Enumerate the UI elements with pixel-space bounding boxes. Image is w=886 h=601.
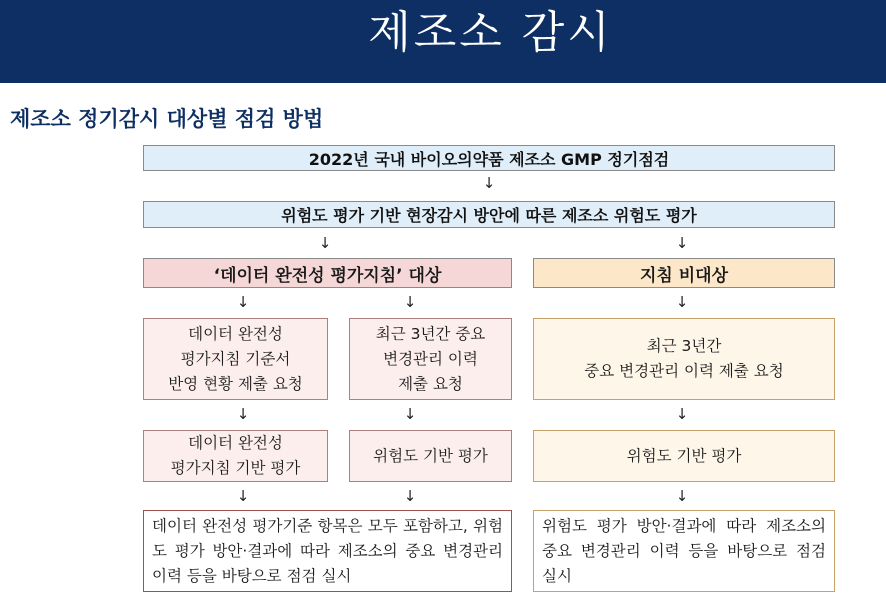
flow-arrow: ↓ — [236, 293, 250, 311]
flow-arrow: ↓ — [675, 405, 689, 423]
flow-box-gmp-inspection: 2022년 국내 바이오의약품 제조소 GMP 정기점검 — [143, 145, 835, 171]
flow-arrow: ↓ — [236, 487, 250, 505]
flow-head-data-integrity-target: ‘데이터 완전성 평가지침’ 대상 — [143, 258, 512, 288]
flow-arrow: ↓ — [403, 487, 417, 505]
flow-arrow: ↓ — [318, 234, 332, 252]
flow-box-change-history-submission: 최근 3년간 중요 변경관리 이력 제출 요청 — [349, 318, 512, 400]
flow-box-guideline-submission: 데이터 완전성 평가지침 기준서 반영 현황 제출 요청 — [143, 318, 328, 400]
flow-box-final-inspection-target: 데이터 완전성 평가기준 항목은 모두 포함하고, 위험도 평가 방안·결과에 따라 제조소의 중요 변경관리 이력 등을 바탕으로 점검 실시 — [143, 510, 512, 592]
flow-box-guideline-evaluation: 데이터 완전성 평가지침 기반 평가 — [143, 430, 328, 482]
flow-box-risk-based-evaluation: 위험도 기반 평가 — [349, 430, 512, 482]
header-bar — [0, 0, 886, 83]
flow-arrow: ↓ — [675, 234, 689, 252]
flow-arrow: ↓ — [403, 405, 417, 423]
flow-box-change-history-submission-nontarget: 최근 3년간 중요 변경관리 이력 제출 요청 — [533, 318, 835, 400]
flow-box-risk-evaluation: 위험도 평가 기반 현장감시 방안에 따른 제조소 위험도 평가 — [143, 201, 835, 228]
flow-arrow: ↓ — [675, 487, 689, 505]
flow-arrow: ↓ — [403, 293, 417, 311]
flow-box-risk-based-evaluation-nontarget: 위험도 기반 평가 — [533, 430, 835, 482]
flow-arrow: ↓ — [675, 293, 689, 311]
page-title: 제조소 감시 — [368, 7, 613, 58]
flow-arrow: ↓ — [236, 405, 250, 423]
flow-head-non-target: 지침 비대상 — [533, 258, 835, 288]
section-subtitle: 제조소 정기감시 대상별 점검 방법 — [10, 107, 324, 131]
flow-arrow: ↓ — [482, 174, 496, 192]
flow-box-final-inspection-nontarget: 위험도 평가 방안·결과에 따라 제조소의 중요 변경관리 이력 등을 바탕으로 점검 실시 — [533, 510, 835, 592]
